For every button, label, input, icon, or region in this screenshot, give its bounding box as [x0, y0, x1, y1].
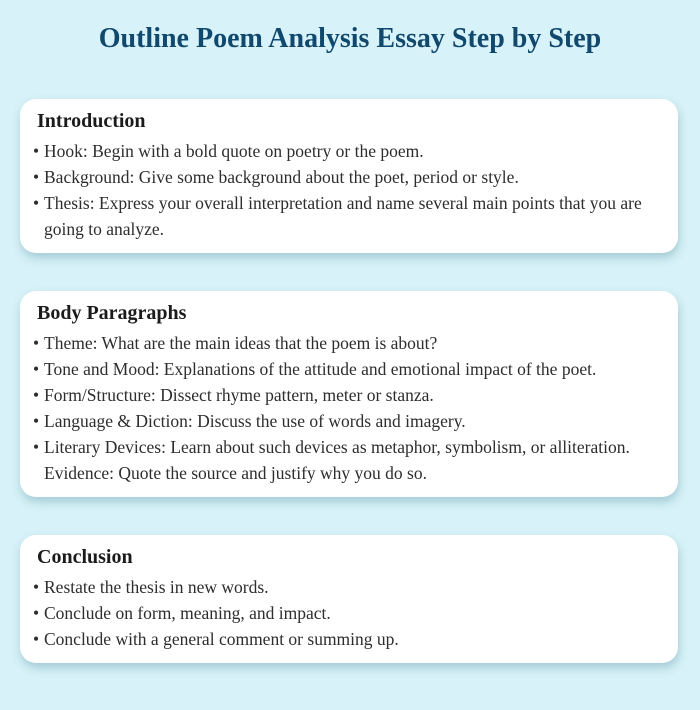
bullet-list [33, 330, 652, 486]
section-card-conclusion [20, 535, 678, 663]
bullet-icon: • [33, 359, 40, 379]
section-card-introduction [20, 99, 678, 253]
bullet-item [33, 330, 652, 356]
bullet-text: Theme: What are the main ideas that the poem is about? [44, 333, 438, 353]
bullet-item [33, 138, 652, 164]
bullet-icon: • [33, 411, 40, 431]
bullet-text: Tone and Mood: Explanations of the attitude and emotional impact of the poet. [44, 359, 597, 379]
bullet-item [33, 434, 652, 486]
section-card-body-paragraphs [20, 291, 678, 497]
bullet-text: Background: Give some background about the poet, period or style. [44, 167, 519, 187]
bullet-text: Thesis: Express your overall interpretation and name several main points that you are going to analyze. [44, 193, 642, 239]
bullet-text: Restate the thesis in new words. [44, 577, 269, 597]
outline-cards [0, 99, 700, 663]
bullet-text: Form/Structure: Dissect rhyme pattern, meter or stanza. [44, 385, 434, 405]
bullet-icon: • [33, 141, 40, 161]
bullet-icon: • [33, 167, 40, 187]
bullet-text: Hook: Begin with a bold quote on poetry or the poem. [44, 141, 424, 161]
page-title: Outline Poem Analysis Essay Step by Step [98, 23, 602, 54]
bullet-icon: • [33, 193, 40, 213]
section-heading: Conclusion [37, 546, 133, 568]
bullet-list [33, 574, 652, 652]
bullet-icon: • [33, 385, 40, 405]
bullet-item [33, 190, 652, 242]
section-heading: Introduction [37, 110, 146, 132]
bullet-text: Conclude on form, meaning, and impact. [44, 603, 331, 623]
bullet-item [33, 626, 652, 652]
bullet-text: Conclude with a general comment or summing up. [44, 629, 399, 649]
bullet-item [33, 356, 652, 382]
bullet-item [33, 164, 652, 190]
section-heading: Body Paragraphs [37, 302, 187, 324]
bullet-text: Language & Diction: Discuss the use of words and imagery. [44, 411, 466, 431]
bullet-icon: • [33, 603, 40, 623]
bullet-text: Literary Devices: Learn about such devices as metaphor, symbolism, or alliteration. Evidence: Quote the source and justify why you do so. [44, 437, 630, 483]
bullet-item [33, 382, 652, 408]
bullet-icon: • [33, 437, 40, 457]
bullet-item [33, 408, 652, 434]
bullet-icon: • [33, 333, 40, 353]
bullet-item [33, 574, 652, 600]
bullet-icon: • [33, 629, 40, 649]
bullet-list [33, 138, 652, 242]
bullet-icon: • [33, 577, 40, 597]
bullet-item [33, 600, 652, 626]
